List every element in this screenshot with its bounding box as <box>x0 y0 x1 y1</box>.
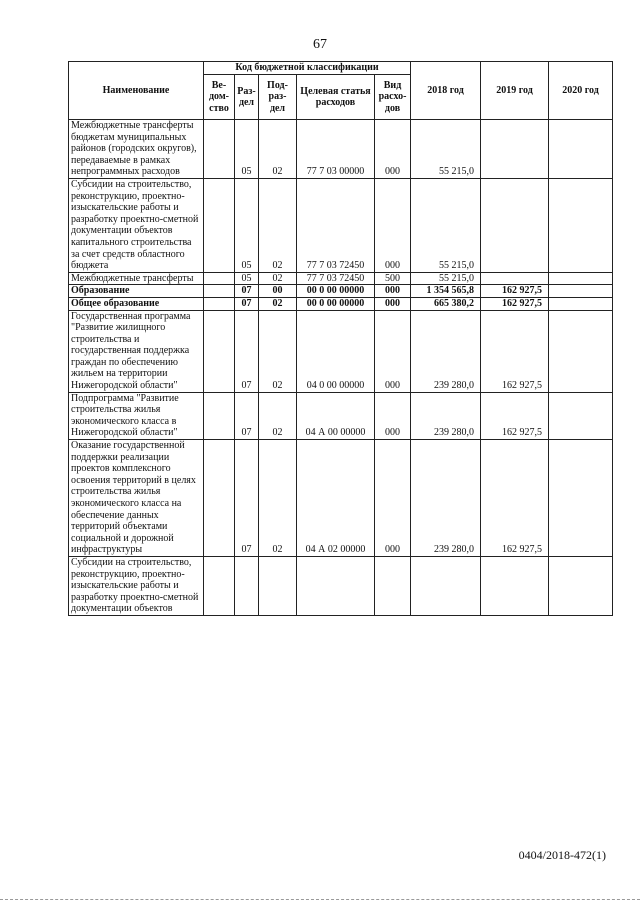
row-name: Общее образование <box>69 297 204 310</box>
row-name: Государственная программа "Развитие жилищного строительства и государственная поддержка граждан по обеспечению жильем на территории Нижегородской области" <box>69 310 204 392</box>
row-2018: 239 280,0 <box>411 440 481 557</box>
row-vedomstvo <box>204 440 235 557</box>
table-row <box>69 285 613 298</box>
row-vedomstvo <box>204 310 235 392</box>
row-2020 <box>549 297 613 310</box>
row-tselevaya: 77 7 03 72450 <box>297 178 375 272</box>
row-podrazdel: 02 <box>259 297 297 310</box>
row-2018: 55 215,0 <box>411 120 481 179</box>
row-2019: 162 927,5 <box>481 310 549 392</box>
row-vid: 000 <box>375 285 411 298</box>
table-row <box>69 297 613 310</box>
row-razdel: 07 <box>235 440 259 557</box>
row-2019 <box>481 272 549 285</box>
page-number: 67 <box>313 37 327 52</box>
row-razdel: 05 <box>235 272 259 285</box>
row-razdel: 05 <box>235 120 259 179</box>
row-vid: 000 <box>375 297 411 310</box>
row-vid: 000 <box>375 120 411 179</box>
row-name: Субсидии на строительство, реконструкцию, проектно-изыскательские работы и разработку проектно-сметной документации объектов капитального строительства за счет средств областного бюджета <box>69 178 204 272</box>
row-2019 <box>481 120 549 179</box>
row-podrazdel: 02 <box>259 440 297 557</box>
row-podrazdel <box>259 556 297 615</box>
table-row <box>69 440 613 557</box>
row-vedomstvo <box>204 297 235 310</box>
row-razdel: 07 <box>235 285 259 298</box>
row-2018: 55 215,0 <box>411 178 481 272</box>
table-row <box>69 272 613 285</box>
row-vedomstvo <box>204 556 235 615</box>
row-2019 <box>481 178 549 272</box>
row-tselevaya: 77 7 03 72450 <box>297 272 375 285</box>
header-razdel: Раз-дел <box>235 75 259 120</box>
row-razdel: 07 <box>235 392 259 439</box>
row-2018: 239 280,0 <box>411 392 481 439</box>
row-tselevaya: 04 0 00 00000 <box>297 310 375 392</box>
row-vedomstvo <box>204 392 235 439</box>
row-vedomstvo <box>204 285 235 298</box>
header-name: Наименование <box>69 62 204 120</box>
row-name: Межбюджетные трансферты бюджетам муниципальных районов (городских округов), передаваемые в рамках непрограммных расходов <box>69 120 204 179</box>
row-2018 <box>411 556 481 615</box>
row-vid <box>375 556 411 615</box>
row-vedomstvo <box>204 178 235 272</box>
row-tselevaya: 04 А 00 00000 <box>297 392 375 439</box>
row-2020 <box>549 556 613 615</box>
row-podrazdel: 02 <box>259 120 297 179</box>
row-vid: 000 <box>375 310 411 392</box>
row-vedomstvo <box>204 120 235 179</box>
table-row <box>69 178 613 272</box>
header-tselevaya: Целевая статья расходов <box>297 75 375 120</box>
row-podrazdel: 02 <box>259 178 297 272</box>
header-2019: 2019 год <box>481 62 549 120</box>
table-row <box>69 120 613 179</box>
table-row <box>69 556 613 615</box>
row-tselevaya <box>297 556 375 615</box>
row-vid: 000 <box>375 178 411 272</box>
row-2020 <box>549 272 613 285</box>
row-2018: 239 280,0 <box>411 310 481 392</box>
header-podrazdel: Под-раз-дел <box>259 75 297 120</box>
row-vid: 500 <box>375 272 411 285</box>
row-name: Образование <box>69 285 204 298</box>
row-podrazdel: 02 <box>259 392 297 439</box>
row-2020 <box>549 310 613 392</box>
table-row <box>69 392 613 439</box>
header-2018: 2018 год <box>411 62 481 120</box>
row-razdel: 07 <box>235 310 259 392</box>
row-vedomstvo <box>204 272 235 285</box>
page-edge-marks <box>0 899 640 902</box>
budget-table <box>68 61 613 616</box>
row-tselevaya: 04 А 02 00000 <box>297 440 375 557</box>
header-vid: Вид расхо-дов <box>375 75 411 120</box>
row-2020 <box>549 285 613 298</box>
row-name: Оказание государственной поддержки реализации проектов комплексного освоения территорий в целях строительства жилья экономического класса на обеспечение данных территорий объектами социальной и дорожной инфраструктуры <box>69 440 204 557</box>
header-vedomstvo: Ве-дом-ство <box>204 75 235 120</box>
row-tselevaya: 77 7 03 00000 <box>297 120 375 179</box>
row-2018: 665 380,2 <box>411 297 481 310</box>
row-2019: 162 927,5 <box>481 285 549 298</box>
row-tselevaya: 00 0 00 00000 <box>297 285 375 298</box>
row-podrazdel: 00 <box>259 285 297 298</box>
header-kbk: Код бюджетной классификации <box>204 62 411 75</box>
row-razdel: 05 <box>235 178 259 272</box>
row-vid: 000 <box>375 440 411 557</box>
row-2019: 162 927,5 <box>481 392 549 439</box>
header-2020: 2020 год <box>549 62 613 120</box>
row-name: Подпрограмма "Развитие строительства жилья экономического класса в Нижегородской области" <box>69 392 204 439</box>
row-2020 <box>549 178 613 272</box>
row-2018: 55 215,0 <box>411 272 481 285</box>
row-2019: 162 927,5 <box>481 440 549 557</box>
row-podrazdel: 02 <box>259 310 297 392</box>
row-name: Субсидии на строительство, реконструкцию, проектно-изыскательские работы и разработку проектно-сметной документации объектов <box>69 556 204 615</box>
row-razdel <box>235 556 259 615</box>
row-2018: 1 354 565,8 <box>411 285 481 298</box>
row-name: Межбюджетные трансферты <box>69 272 204 285</box>
document-code: 0404/2018-472(1) <box>518 848 606 862</box>
row-2019: 162 927,5 <box>481 297 549 310</box>
row-tselevaya: 00 0 00 00000 <box>297 297 375 310</box>
row-2019 <box>481 556 549 615</box>
row-vid: 000 <box>375 392 411 439</box>
row-razdel: 07 <box>235 297 259 310</box>
row-podrazdel: 02 <box>259 272 297 285</box>
table-row <box>69 310 613 392</box>
row-2020 <box>549 120 613 179</box>
row-2020 <box>549 440 613 557</box>
row-2020 <box>549 392 613 439</box>
